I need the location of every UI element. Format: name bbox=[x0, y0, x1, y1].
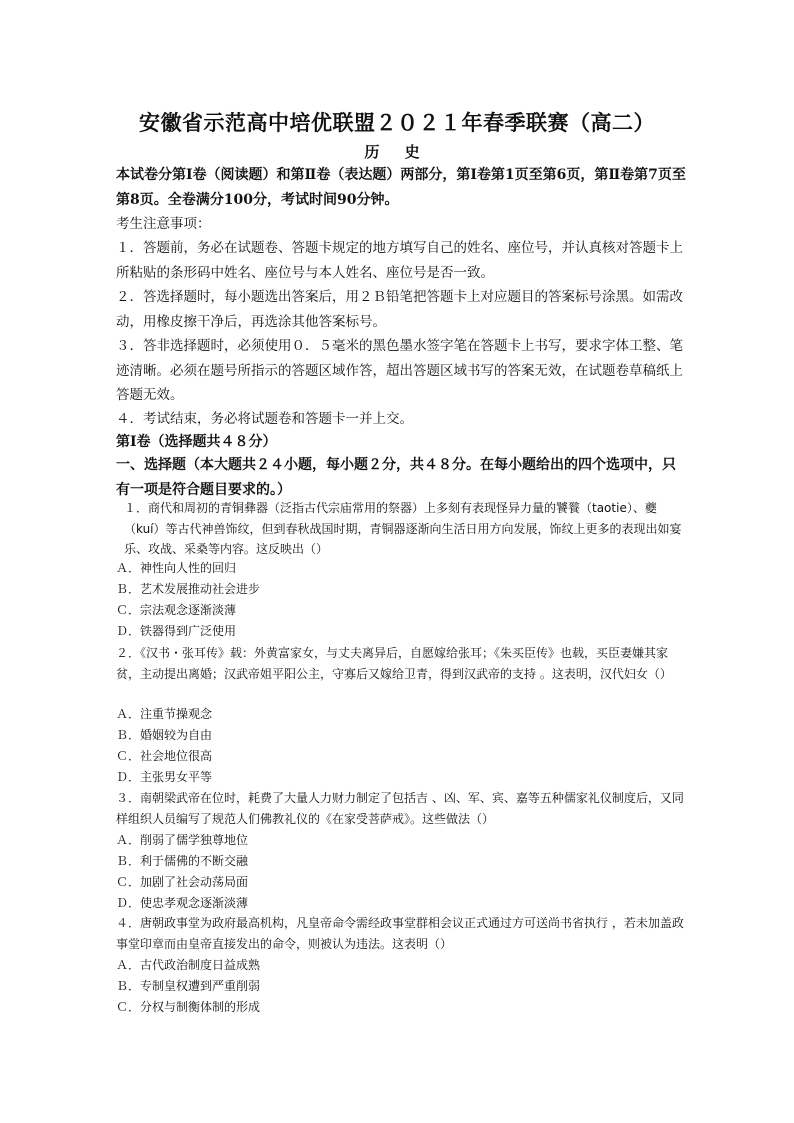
subject-title: 历 史 bbox=[364, 143, 430, 161]
question-2-option-a: Ａ．注重节操观念 bbox=[116, 707, 213, 721]
question-3-option-c: Ｃ．加剧了社会动荡局面 bbox=[116, 875, 249, 889]
exam-structure-note: 本试卷分第Ⅰ卷（阅读题）和第Ⅱ卷（表达题）两部分，第Ⅰ卷第1页至第6页，第Ⅱ卷第7页至第8页。全卷满分100分，考试时间90分钟。 bbox=[116, 167, 686, 208]
volume-title: 第Ⅰ卷（选择题共４８分） bbox=[116, 434, 277, 450]
notice-item-3: ３．答非选择题时，必须使用０．５毫米的黑色墨水签字笔在答题卡上书写，要求字体工整、笔迹清晰。必须在题号所指示的答题区域作答，超出答题区域书写的答案无效，在试题卷草稿纸上答题无效。 bbox=[116, 338, 683, 403]
question-2-option-c: Ｃ．社会地位很高 bbox=[116, 749, 213, 763]
question-1-option-a: Ａ．神性向人性的回归 bbox=[116, 561, 237, 575]
question-3-stem: ３．南朝梁武帝在位时，耗费了大量人力财力制定了包括吉 、凶、军、宾、嘉等五种儒家礼仪制度后，又同样组织人员编写了规范人们佛教礼仪的《在家受菩萨戒》。这些做法（） bbox=[116, 791, 684, 826]
notice-item-4: ４．考试结束，务必将试题卷和答题卡一并上交。 bbox=[116, 411, 413, 427]
question-3-option-d: Ｄ．使忠孝观念逐渐淡薄 bbox=[116, 896, 249, 910]
notice-item-1: １．答题前，务必在试题卷、答题卡规定的地方填写自己的姓名、座位号，并认真核对答题卡上所粘贴的条形码中姓名、座位号与本人姓名、座位号是否一致。 bbox=[116, 240, 683, 281]
question-4-option-a: Ａ．古代政治制度日益成熟 bbox=[116, 958, 261, 972]
question-2-option-b: Ｂ．婚姻较为自由 bbox=[116, 728, 213, 742]
question-4-stem: ４．唐朝政事堂为政府最高机构，凡皇帝命令需经政事堂群相会议正式通过方可送尚书省执行 ，若未加盖政事堂印章而由皇帝直接发出的命令，则被认为违法。这表明（） bbox=[116, 916, 684, 951]
question-4-option-c: Ｃ．分权与制衡体制的形成 bbox=[116, 1000, 261, 1014]
part-title: 一、选择题（本大题共２４小题，每小题２分，共４８分。在每小题给出的四个选项中，只有一项是符合题目要求的。） bbox=[116, 457, 676, 498]
question-1-stem: １．商代和周初的青铜彝器（泛指古代宗庙常用的祭器）上多刻有表现怪异力量的饕餮（taotie）、夔（kuí）等古代神兽饰纹，但到春秋战国时期，青铜器逐渐向生活日用方向发展，饰纹上更多的表现出如宴乐、攻战、采桑等内容。这反映出（） bbox=[124, 501, 682, 556]
notice-item-2: ２．答选择题时，每小题选出答案后，用２Ｂ铅笔把答题卡上对应题目的答案标号涂黑。如需改动，用橡皮擦干净后，再选涂其他答案标号。 bbox=[116, 289, 683, 330]
notice-heading: 考生注意事项： bbox=[116, 216, 211, 232]
question-3-option-b: Ｂ．利于儒佛的不断交融 bbox=[116, 854, 249, 868]
question-1-option-d: Ｄ．铁器得到广泛使用 bbox=[116, 624, 237, 638]
question-3-option-a: Ａ．削弱了儒学独尊地位 bbox=[116, 833, 249, 847]
question-1-option-b: Ｂ．艺术发展推动社会进步 bbox=[116, 582, 261, 596]
question-1-option-c: Ｃ．宗法观念逐渐淡薄 bbox=[116, 603, 237, 617]
question-4-option-b: Ｂ．专制皇权遭到严重削弱 bbox=[116, 979, 261, 993]
exam-title: 安徽省示范高中培优联盟２０２１年春季联赛（高二） bbox=[139, 110, 655, 135]
question-2-stem: ２．《汉书・张耳传》载：外黄富家女，与丈夫离异后，自愿嫁给张耳；《朱买臣传》也载，买臣妻嫌其家贫，主动提出离婚；汉武帝姐平阳公主，守寡后又嫁给卫青，得到汉武帝的支持 。这表明，汉代妇女（） bbox=[116, 646, 672, 681]
question-2-option-d: Ｄ．主张男女平等 bbox=[116, 770, 213, 784]
